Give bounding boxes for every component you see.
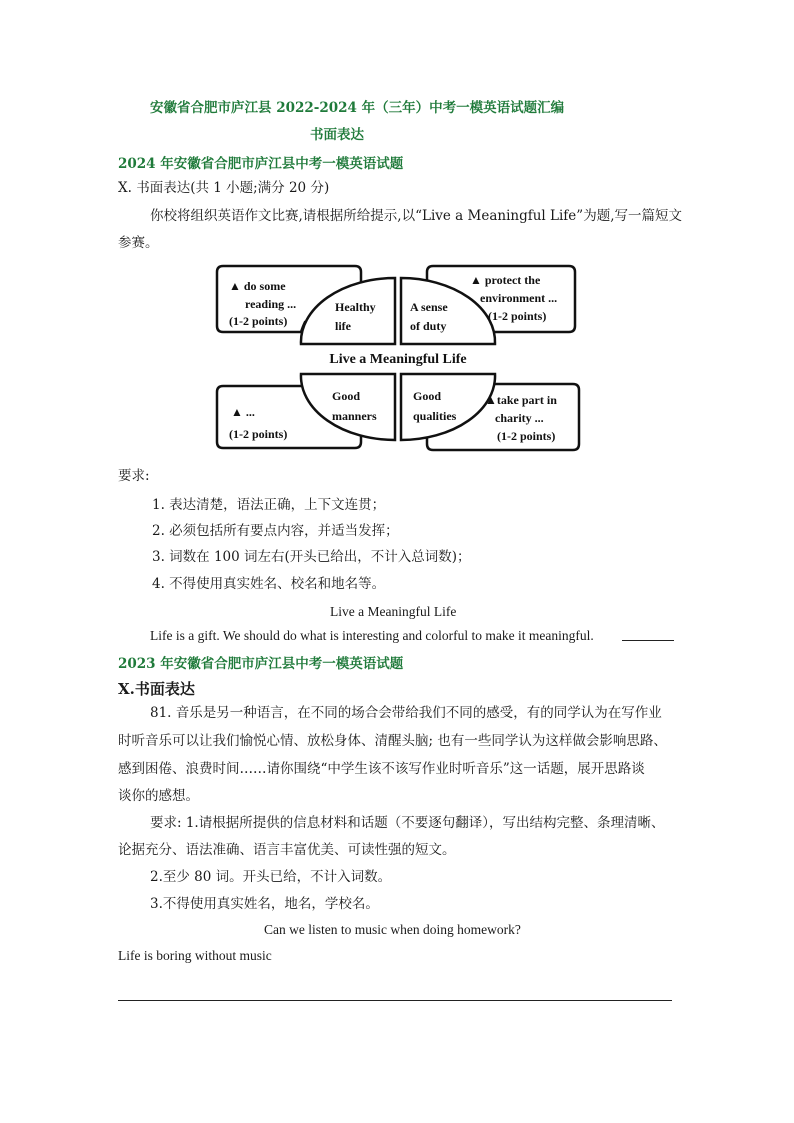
box-tr-line2: environment ... (480, 291, 558, 305)
box-bl-line1: ▲ ... (231, 405, 255, 419)
box-br-line1: ▲take part in (485, 393, 557, 407)
box-tl-line2: reading ... (245, 297, 297, 311)
prompt-2024-line2: 参赛。 (118, 235, 159, 251)
requirement-item: 4. 不得使用真实姓名、校名和地名等。 (152, 576, 386, 592)
quarter-tl-line2: life (335, 319, 351, 333)
essay-title-2024: Live a Meaningful Life (330, 604, 457, 619)
essay-opening-2023: Life is boring without music (118, 948, 272, 963)
answer-blank-2024[interactable] (622, 640, 674, 641)
essay-title-2023: Can we listen to music when doing homework? (264, 922, 521, 937)
requirements-2023-item2: 2.至少 80 词。开头已给，不计入词数。 (150, 869, 392, 885)
prompt-2023-line3: 感到困倦、浪费时间……请你围绕“中学生该不该写作业时听音乐”这一话题，展开思路谈 (118, 761, 645, 777)
prompt-2023-line2: 时听音乐可以让我们愉悦心情、放松身体、清醒头脑; 也有一些同学认为这样做会影响思路、 (118, 733, 667, 749)
section-2024-heading: 2024 年安徽省合肥市庐江县中考一模英语试题 (118, 156, 404, 172)
quarter-bl-line1: Good (332, 389, 361, 403)
box-br-line2: charity ... (495, 411, 544, 425)
requirement-item: 3. 词数在 100 词左右(开头已给出，不计入总词数)； (152, 549, 471, 565)
requirement-item: 1. 表达清楚，语法正确，上下文连贯； (152, 497, 386, 513)
mind-map-diagram (215, 262, 581, 454)
document-title: 安徽省合肥市庐江县 2022-2024 年（三年）中考一模英语试题汇编 (150, 100, 565, 116)
box-tl-line3: (1-2 points) (229, 314, 288, 328)
box-tr-line3: (1-2 points) (488, 309, 547, 323)
document-subtitle: 书面表达 (310, 127, 364, 143)
quarter-tr-line2: of duty (410, 319, 447, 333)
diagram-center-label: Live a Meaningful Life (329, 352, 467, 367)
requirements-2023-line1: 要求: 1.请根据所提供的信息材料和话题（不要逐句翻译），写出结构完整、条理清晰、 (150, 815, 665, 831)
requirement-item: 2. 必须包括所有要点内容，并适当发挥； (152, 523, 399, 539)
quarter-tl-line1: Healthy (335, 300, 376, 314)
quarter-bl-line2: manners (332, 409, 377, 423)
quarter-tr-line1: A sense (410, 300, 448, 314)
requirements-2023-item3: 3.不得使用真实姓名，地名，学校名。 (150, 896, 379, 912)
box-tr-line1: ▲ protect the (470, 273, 541, 287)
section-2023-heading: 2023 年安徽省合肥市庐江县中考一模英语试题 (118, 656, 404, 672)
answer-line-2023[interactable] (118, 1000, 672, 1001)
box-tl-line1: ▲ do some (229, 279, 286, 293)
box-bl-line2: (1-2 points) (229, 427, 288, 441)
box-br-line3: (1-2 points) (497, 429, 556, 443)
quarter-br-line2: qualities (413, 409, 457, 423)
prompt-2024-line1: 你校将组织英语作文比赛,请根据所给提示,以“Live a Meaningful Life”为题,写一篇短文 (150, 208, 682, 224)
section-2024-label: X. 书面表达(共 1 小题;满分 20 分) (118, 180, 330, 196)
requirements-label-2024: 要求: (118, 468, 150, 484)
prompt-2023-line4: 谈你的感想。 (118, 788, 199, 804)
essay-opening-2024: Life is a gift. We should do what is interesting and colorful to make it meaningful. (150, 628, 594, 643)
requirements-2023-line2: 论据充分、语法准确、语言丰富优美、可读性强的短文。 (118, 842, 456, 858)
section-2023-label: X.书面表达 (118, 680, 195, 698)
prompt-2023-line1: 81. 音乐是另一种语言，在不同的场合会带给我们不同的感受，有的同学认为在写作业 (150, 705, 662, 721)
quarter-br-line1: Good (413, 389, 442, 403)
